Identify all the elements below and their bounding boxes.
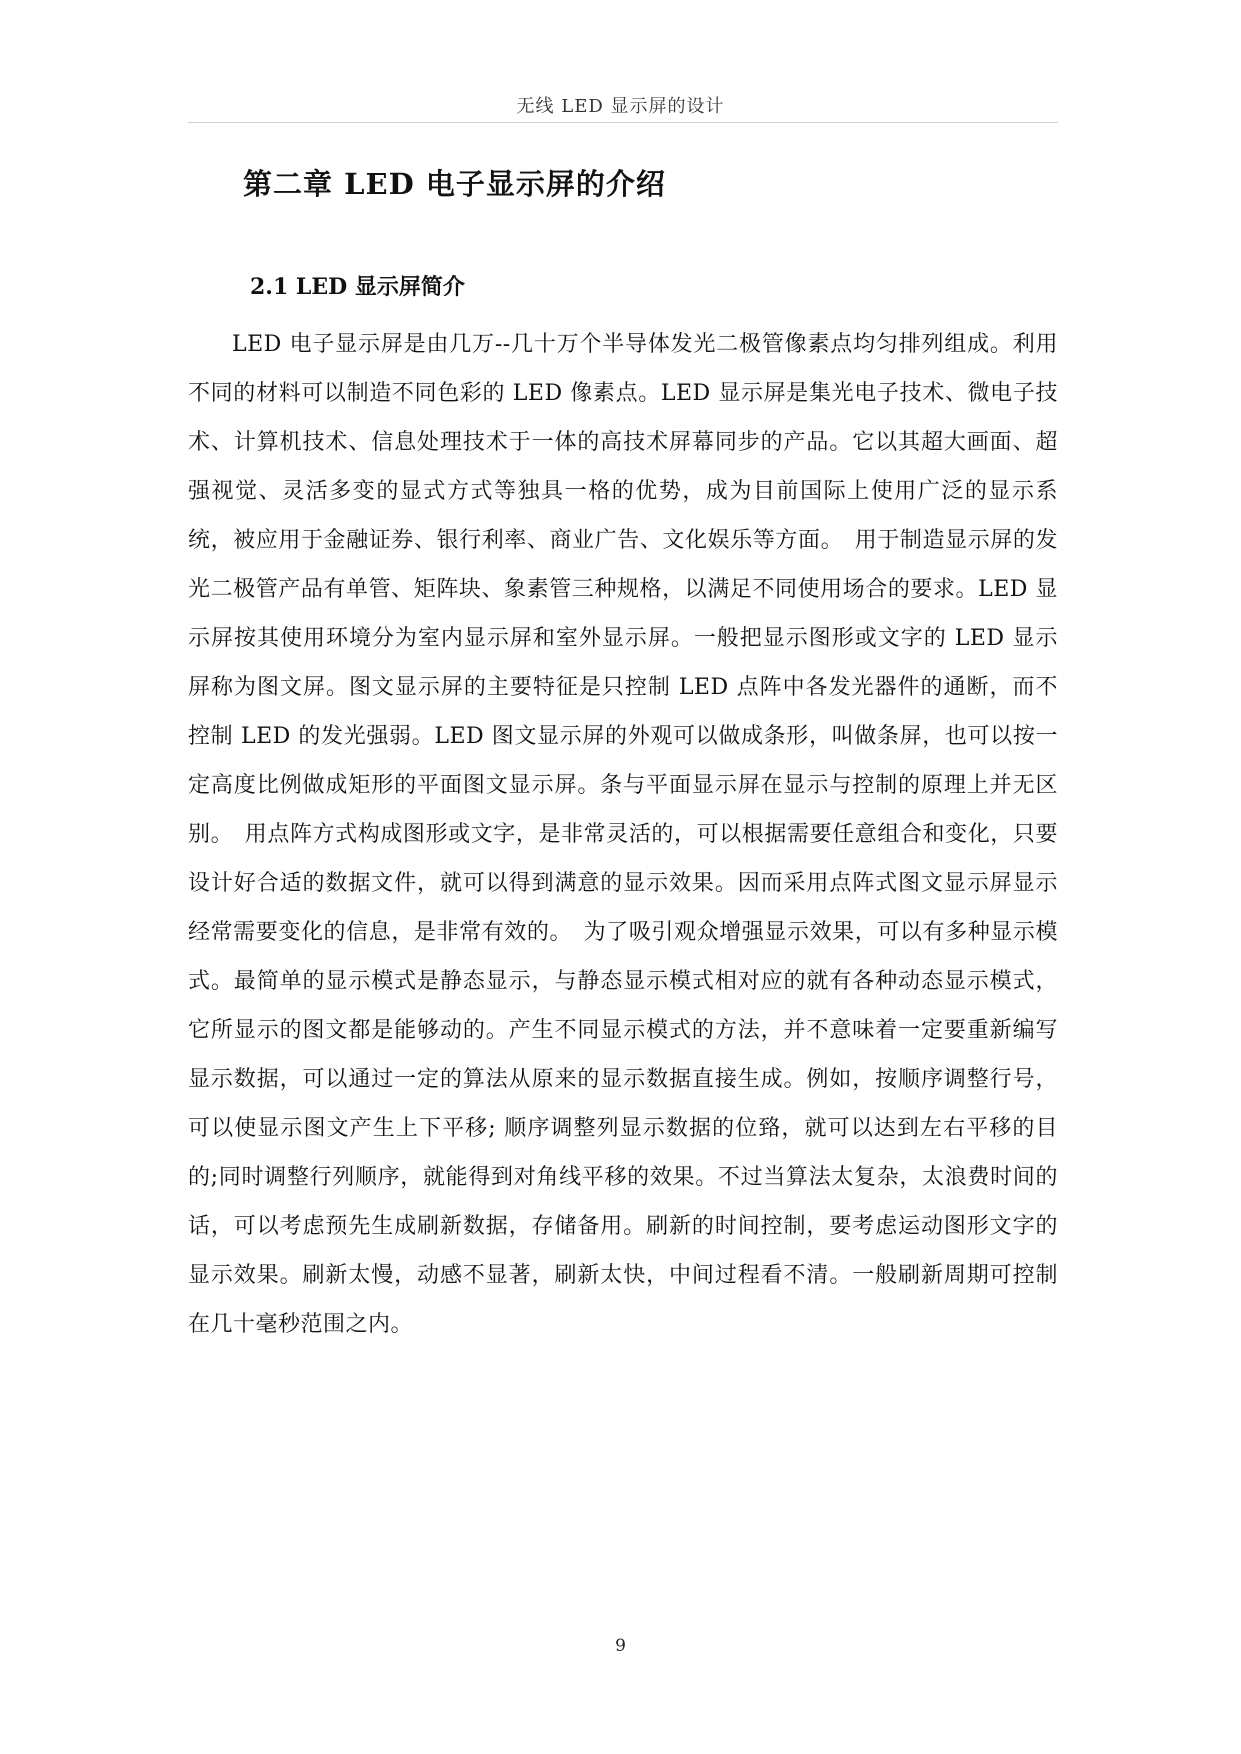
section-title: 2.1 LED 显示屏简介 <box>250 274 465 300</box>
chapter-title: 第二章 LED 电子显示屏的介绍 <box>243 167 666 201</box>
page-number: 9 <box>615 1636 626 1656</box>
header-rule <box>188 122 1058 123</box>
running-header: 无线 LED 显示屏的设计 <box>516 96 725 117</box>
section-body-paragraph: LED 电子显示屏是由几万--几十万个半导体发光二极管像素点均匀排列组成。利用不同的材料可以制造不同色彩的 LED 像素点。LED 显示屏是集光电子技术、微电子技术、计算机技术、信息处理技术于一体的高技术屏幕同步的产品。它以其超大画面、超强视觉、灵活多变的显式方式等独具一格的优势，成为目前国际上使用广泛的显示系统，被应用于金融证券、银行利率、商业广告、文化娱乐等方面。 用于制造显示屏的发光二极管产品有单管、矩阵块、象素管三种规格，以满足不同使用场合的要求。LED 显示屏按其使用环境分为室内显示屏和室外显示屏。一般把显示图形或文字的 LED 显示屏称为图文屏。图文显示屏的主要特征是只控制 LED 点阵中各发光器件的通断，而不控制 LED 的发光强弱。LED 图文显示屏的外观可以做成条形，叫做条屏，也可以按一定高度比例做成矩形的平面图文显示屏。条与平面显示屏在显示与控制的原理上并无区别。 用点阵方式构成图形或文字，是非常灵活的，可以根据需要任意组合和变化，只要设计好合适的数据文件，就可以得到满意的显示效果。因而采用点阵式图文显示屏显示经常需要变化的信息，是非常有效的。 为了吸引观众增强显示效果，可以有多种显示模式。最简单的显示模式是静态显示，与静态显示模式相对应的就有各种动态显示模式，它所显示的图文都是能够动的。产生不同显示模式的方法，并不意味着一定要重新编写显示数据，可以通过一定的算法从原来的显示数据直接生成。例如，按顺序调整行号，可以使显示图文产生上下平移; 顺序调整列显示数据的位臵，就可以达到左右平移的目的;同时调整行列顺序，就能得到对角线平移的效果。不过当算法太复杂，太浪费时间的话，可以考虑预先生成刷新数据，存储备用。刷新的时间控制，要考虑运动图形文字的显示效果。刷新太慢，动感不显著，刷新太快，中间过程看不清。一般刷新周期可控制在几十毫秒范围之内。 <box>188 332 1058 1337</box>
